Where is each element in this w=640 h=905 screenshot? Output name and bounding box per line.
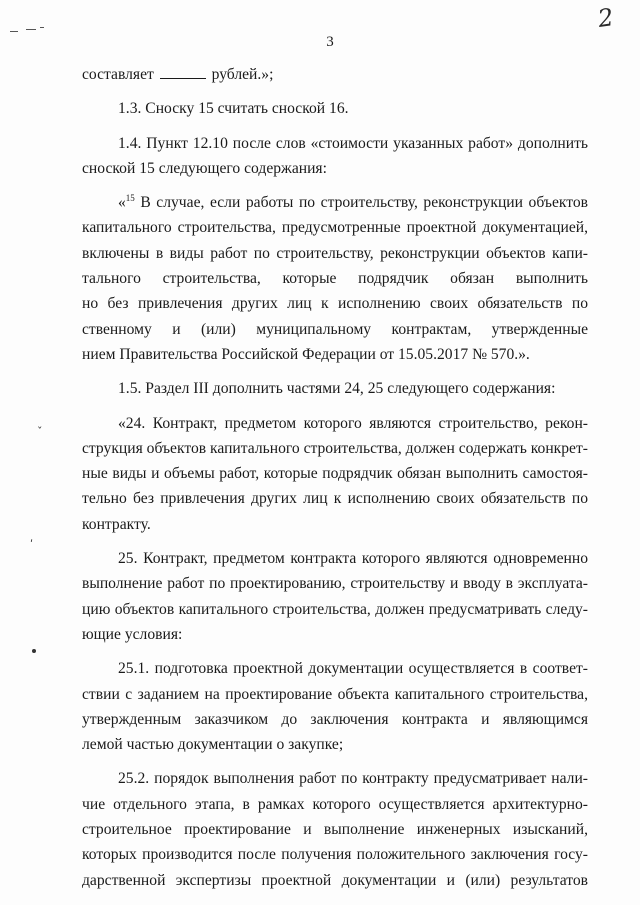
text-line: ные виды и объемы работ, которые подрядчик обязан выполнить самостоя- (82, 465, 588, 483)
text-line: «$^{15}$ В случае, если работы по строительству, реконструкции объектов (118, 193, 588, 212)
scan-artifact: ʹ (30, 538, 34, 551)
text-line: 25. Контракт, предметом контракта которого являются одновременно (118, 550, 588, 568)
text-line: ственному и (или) муниципальному контрактам, утвержденные (82, 320, 588, 338)
text-line: нием Правительства Российской Федерации от 15.05.2017 № 570.». (82, 345, 530, 363)
blank-underline (160, 64, 206, 79)
paragraph-footnote-renumber: 1.3. Сноску 15 считать сноской 16. (118, 100, 349, 118)
text-line: 25.1. подготовка проектной документации осуществляется в соответ- (118, 660, 588, 678)
text-line: 1.4. Пункт 12.10 после слов «стоимости указанных работ» дополнить (118, 134, 588, 152)
text-line: ющие условия: (82, 625, 183, 643)
text-line: ствии с заданием на проектирование объекта капитального строительства, (82, 685, 588, 703)
scan-artifact (40, 27, 44, 28)
text-line: чие отдельного этапа, в рамках которого осуществляется архитектурно- (82, 795, 588, 813)
text-line: которых производится после получения положительного заключения госу- (82, 846, 588, 864)
text-line: утвержденным заказчиком до заключения контракта и являющимся (82, 710, 588, 728)
document-body (82, 62, 588, 893)
text-line: включены в виды работ по строительству, реконструкции объектов капи- (82, 244, 588, 262)
text-line: но без привлечения других лиц к исполнению своих обязательств по (82, 295, 588, 313)
text-line: «24. Контракт, предметом которого являются строительство, рекон- (118, 414, 588, 432)
scan-artifact (26, 29, 36, 30)
scan-artifact (10, 31, 18, 32)
page-number: 3 (326, 34, 334, 50)
text-line: тельно без привлечения других лиц к исполнению своих обязательств по (82, 490, 588, 508)
text-line: строительное проектирование и выполнение инженерных изысканий, (82, 821, 588, 839)
text-line: 1.5. Раздел III дополнить частями 24, 25 следующего содержания: (118, 380, 556, 398)
text-line: составляет рублей.»; (82, 66, 274, 83)
handwritten-page-mark: 2 (596, 3, 616, 33)
text-line: дарственной экспертизы проектной документации и (или) результатов (82, 871, 588, 889)
text-line: контракту. (82, 515, 151, 533)
scan-artifact (32, 649, 36, 653)
text-line: 25.2. порядок выполнения работ по контракту предусматривает нали- (118, 770, 588, 788)
text-line: лемой частью документации о закупке; (82, 736, 344, 754)
text-line: тального строительства, которые подрядчик обязан выполнить (82, 270, 588, 288)
scan-artifact: ˇ (37, 425, 43, 438)
text-line: выполнение работ по проектированию, строительству и вводу в эксплуата- (82, 575, 588, 593)
text-line: сноской 15 следующего содержания: (82, 159, 327, 177)
text-line: цию объектов капитального строительства, должен предусматривать следу- (82, 600, 588, 618)
text-line: струкция объектов капитального строительства, должен содержать конкрет- (82, 439, 588, 457)
footnote-superscript: 15 (125, 193, 135, 203)
text-line: капитального строительства, предусмотренные проектной документацией, (82, 219, 588, 237)
